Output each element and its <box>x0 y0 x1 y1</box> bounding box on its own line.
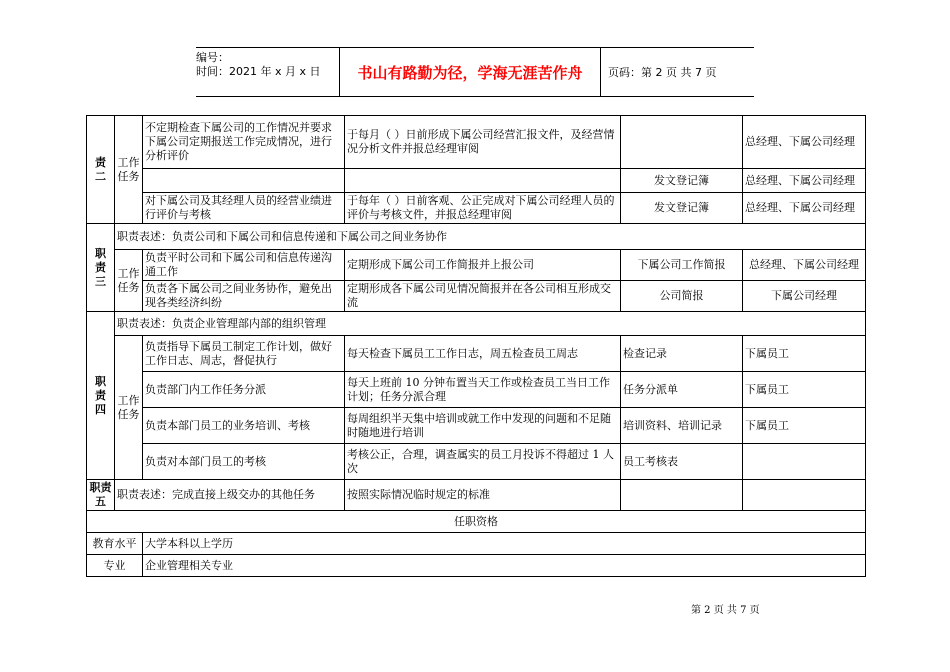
task-requirement: 按照实际情况临时规定的标准 <box>345 480 621 511</box>
task-document: 发文登记簿 <box>621 169 743 193</box>
task-document: 员工考核表 <box>621 444 743 480</box>
task-desc: 负责部门内工作任务分派 <box>143 372 345 408</box>
table-row <box>87 555 866 577</box>
table-row <box>87 312 866 336</box>
major-label: 专业 <box>87 555 143 577</box>
date-label: 时间：2021 年 x 月 x 日 <box>196 65 321 78</box>
duty4-statement: 职责表述：负责企业管理部内部的组织管理 <box>115 312 866 336</box>
duty4-label: 职 责 四 <box>87 312 115 480</box>
task-requirement: 定期形成各下属公司见情况简报并在各公司相互形成交流 <box>345 281 621 312</box>
task-document <box>621 116 743 169</box>
task-desc: 负责平时公司和下属公司和信息传递沟通工作 <box>143 250 345 281</box>
task-desc: 负责指导下属员工制定工作计划，做好工作日志、周志，督促执行 <box>143 336 345 372</box>
page-footer: 第 2 页 共 7 页 <box>691 605 760 616</box>
page-header <box>196 47 754 97</box>
table-row <box>87 408 866 444</box>
header-motto: 书山有路勤为径，学海无涯苦作舟 <box>339 48 601 96</box>
task-requirement: 每天检查下属员工工作日志，周五检查员工周志 <box>345 336 621 372</box>
duty5-label: 职责 五 <box>87 480 115 511</box>
table-row <box>87 169 866 193</box>
task-desc: 不定期检查下属公司的工作情况并要求下属公司定期报送工作完成情况，进行分析评价 <box>143 116 345 169</box>
task-party <box>743 480 866 511</box>
duty-table <box>86 115 866 577</box>
qualification-title: 任职资格 <box>87 511 866 533</box>
task-party: 下属员工 <box>743 372 866 408</box>
duty2-label: 责 二 <box>87 116 115 224</box>
task-party: 总经理、下属公司经理 <box>743 169 866 193</box>
task-document: 公司简报 <box>621 281 743 312</box>
table-row <box>87 444 866 480</box>
table-row <box>87 250 866 281</box>
duty3-task-label: 工作 任务 <box>115 250 143 312</box>
task-party <box>743 444 866 480</box>
task-party: 总经理、下属公司经理 <box>743 116 866 169</box>
major-value: 企业管理相关专业 <box>143 555 866 577</box>
task-requirement: 每天上班前 10 分钟布置当天工作或检查员工当日工作计划；任务分派合理 <box>345 372 621 408</box>
duty5-statement: 职责表述：完成直接上级交办的其他任务 <box>115 480 345 511</box>
task-document <box>621 480 743 511</box>
duty4-task-label: 工作 任务 <box>115 336 143 480</box>
task-requirement: 于每年（ ）日前客观、公正完成对下属公司经理人员的评价与考核文件，并报总经理审阅 <box>345 193 621 224</box>
table-row <box>87 533 866 555</box>
task-document: 检查记录 <box>621 336 743 372</box>
table-row <box>87 372 866 408</box>
task-desc <box>143 169 345 193</box>
task-party: 下属员工 <box>743 408 866 444</box>
task-desc: 负责对本部门员工的考核 <box>143 444 345 480</box>
task-requirement: 每周组织半天集中培训或就工作中发现的问题和不足随时随地进行培训 <box>345 408 621 444</box>
task-desc: 对下属公司及其经理人员的经营业绩进行评价与考核 <box>143 193 345 224</box>
table-row <box>87 511 866 533</box>
task-requirement: 考核公正，合理，调查属实的员工月投诉不得超过 1 人次 <box>345 444 621 480</box>
duty3-statement: 职责表述：负责公司和下属公司和信息传递和下属公司之间业务协作 <box>115 224 866 250</box>
task-document: 培训资料、培训记录 <box>621 408 743 444</box>
task-document: 下属公司工作简报 <box>621 250 743 281</box>
table-row <box>87 224 866 250</box>
table-row <box>87 193 866 224</box>
task-desc: 负责本部门员工的业务培训、考核 <box>143 408 345 444</box>
task-desc: 负责各下属公司之间业务协作，避免出现各类经济纠纷 <box>143 281 345 312</box>
duty3-label: 职 责 三 <box>87 224 115 312</box>
education-label: 教育水平 <box>87 533 143 555</box>
task-requirement: 定期形成下属公司工作简报并上报公司 <box>345 250 621 281</box>
table-row <box>87 336 866 372</box>
duty2-task-label: 工作 任务 <box>115 116 143 224</box>
task-requirement <box>345 169 621 193</box>
task-document: 发文登记簿 <box>621 193 743 224</box>
task-document: 任务分派单 <box>621 372 743 408</box>
header-meta <box>196 48 339 96</box>
table-row <box>87 480 866 511</box>
table-row <box>87 281 866 312</box>
task-party: 下属公司经理 <box>743 281 866 312</box>
task-requirement: 于每月（ ）日前形成下属公司经营汇报文件，及经营情况分析文件并报总经理审阅 <box>345 116 621 169</box>
task-party: 总经理、下属公司经理 <box>743 250 866 281</box>
education-value: 大学本科以上学历 <box>143 533 866 555</box>
page-label: 页码：第 2 页 共 7 页 <box>608 66 717 79</box>
table-row <box>87 116 866 169</box>
number-label: 编号： <box>196 51 229 64</box>
task-party: 下属员工 <box>743 336 866 372</box>
task-party: 总经理、下属公司经理 <box>743 193 866 224</box>
